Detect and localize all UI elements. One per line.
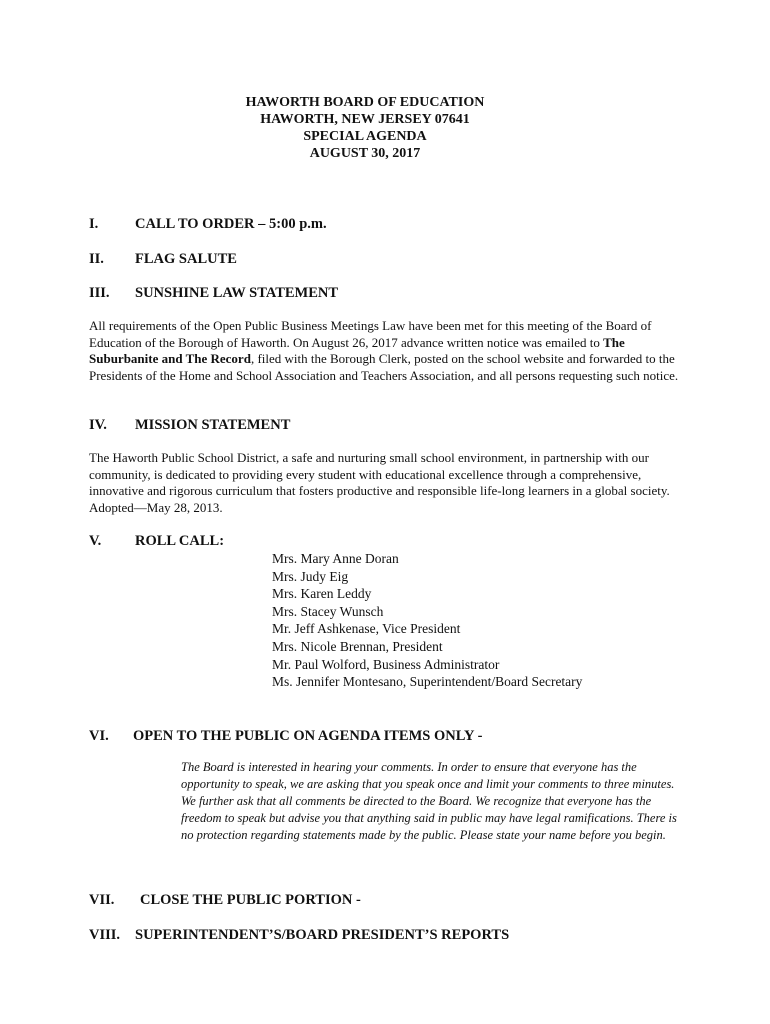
section-title: MISSION STATEMENT	[135, 417, 291, 433]
section-number: VII.	[89, 892, 115, 908]
roll-call-member: Mr. Paul Wolford, Business Administrator	[272, 656, 500, 672]
section-number: III.	[89, 285, 110, 301]
section-title: SUNSHINE LAW STATEMENT	[135, 285, 339, 301]
sunshine-text-end: , filed with the Borough Clerk, posted on the school website and forwarded to the Presidents of the Home and School Association and Teachers Association, and all persons requesting such notice.	[89, 351, 679, 383]
newspaper-names: The Suburbanite and The Record	[89, 334, 625, 366]
header-date: AUGUST 30, 2017	[309, 146, 421, 161]
section-number: VIII.	[89, 927, 121, 943]
section-title: FLAG SALUTE	[135, 251, 237, 267]
section-title: OPEN TO THE PUBLIC ON AGENDA ITEMS ONLY -	[133, 728, 483, 744]
roll-call-member: Mrs. Stacey Wunsch	[272, 603, 384, 619]
mission-statement-text: The Haworth Public School District, a safe and nurturing small school environment, in partnership with our community, is dedicated to providing every student with educational excellence through a comprehensive, innovative and rigorous curriculum that fosters productive and responsible life-long learners in a global society. Adopted—May 28, 2013.	[89, 450, 670, 515]
header-board-name: HAWORTH BOARD OF EDUCATION	[245, 95, 485, 110]
roll-call-member: Ms. Jennifer Montesano, Superintendent/Board Secretary	[272, 674, 583, 690]
public-comment-notice: The Board is interested in hearing your comments. In order to ensure that everyone has the opportunity to speak, we are asking that you speak once and limit your comments to three minutes. We further ask that all comments be directed to the Board. We recognize that everyone has the freedom to speak but advise you that anything said in public may have legal ramifications. There is no protection regarding statements made by the public. Please state your name before you begin.	[181, 760, 677, 842]
section-number: IV.	[89, 417, 107, 433]
roll-call-member: Mrs. Nicole Brennan, President	[272, 638, 443, 654]
section-title: CALL TO ORDER – 5:00 p.m.	[135, 216, 327, 232]
roll-call-member: Mrs. Judy Eig	[272, 568, 349, 584]
sunshine-statement	[89, 318, 689, 384]
sunshine-text-start: All requirements of the Open Public Business Meetings Law have been met for this meeting of the Board of Education of the Borough of Haworth. On August 26, 2017 advance written notice was emailed to	[89, 318, 652, 350]
header-location: HAWORTH, NEW JERSEY 07641	[260, 112, 470, 127]
section-number: VI.	[89, 728, 109, 744]
section-title: SUPERINTENDENT’S/BOARD PRESIDENT’S REPORTS	[135, 927, 510, 943]
roll-call-list	[272, 550, 582, 691]
section-title: ROLL CALL:	[135, 533, 225, 549]
section-title: CLOSE THE PUBLIC PORTION -	[140, 892, 361, 908]
header-agenda-type: SPECIAL AGENDA	[303, 129, 427, 144]
roll-call-member: Mrs. Karen Leddy	[272, 586, 372, 602]
roll-call-member: Mr. Jeff Ashkenase, Vice President	[272, 621, 461, 637]
section-number: II.	[89, 251, 104, 267]
section-number: V.	[89, 533, 102, 549]
section-number: I.	[89, 216, 99, 232]
roll-call-member: Mrs. Mary Anne Doran	[272, 551, 399, 566]
document-header	[0, 94, 730, 162]
